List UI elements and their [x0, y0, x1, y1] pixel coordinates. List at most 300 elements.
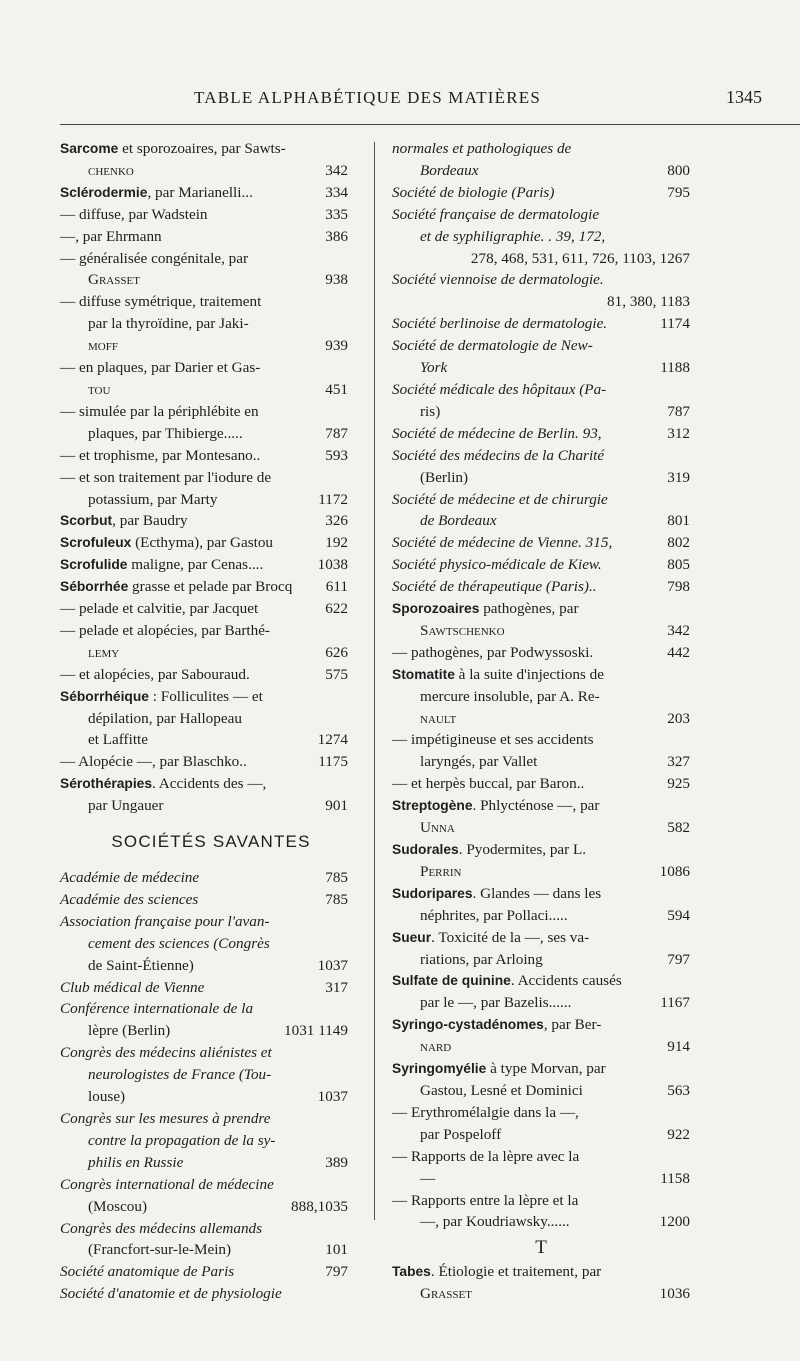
entry-text: tou	[88, 380, 111, 398]
entry-headword: Stomatite	[392, 666, 455, 682]
entry-text: cement des sciences (Congrès	[88, 934, 270, 952]
page-number: 1345	[726, 87, 762, 107]
entry-line	[60, 729, 348, 751]
index-entry	[392, 729, 690, 773]
entry-text: lemy	[88, 643, 120, 661]
index-entry	[60, 598, 348, 620]
running-title: TABLE ALPHABÉTIQUE DES MATIÈRES	[194, 88, 542, 107]
entry-text: Société médicale des hôpitaux (Pa-	[392, 380, 607, 398]
page-reference: 1036	[659, 1285, 690, 1303]
entry-line	[392, 664, 690, 686]
entry-text: Grasset	[88, 271, 140, 289]
page-reference: 575	[325, 665, 348, 683]
index-entry	[392, 313, 690, 335]
page-reference: 451	[325, 380, 348, 398]
entry-text: potassium, par Marty	[88, 490, 218, 508]
entry-headword: Sudoripares	[392, 885, 473, 901]
entry-line	[392, 291, 690, 313]
entry-line	[392, 313, 690, 335]
entry-line	[60, 620, 348, 642]
entry-line	[60, 182, 348, 204]
entry-text: par Pospeloff	[420, 1125, 502, 1143]
index-entry	[60, 357, 348, 401]
page-reference: 611	[325, 578, 348, 596]
index-entry	[392, 1146, 690, 1190]
page-reference: 797	[667, 950, 690, 968]
index-entry	[392, 269, 690, 313]
entry-line	[60, 313, 348, 335]
entry-text: Congrès international de médecine	[60, 1175, 274, 1193]
entry-text: Société de médecine de Berlin. 93,	[392, 424, 602, 442]
entry-text: Société française de dermatologie	[392, 205, 600, 223]
society-entries	[60, 867, 348, 1305]
entry-text: Société de médecine et de chirurgie	[392, 490, 608, 508]
index-entry	[60, 576, 348, 598]
entry-text: plaques, par Thibierge.....	[88, 424, 243, 442]
entry-line	[392, 1146, 690, 1168]
entry-line	[392, 445, 690, 467]
page-reference: 1158	[660, 1169, 690, 1187]
entry-text: , par Marianelli...	[147, 183, 253, 201]
page-reference: 1200	[659, 1213, 690, 1231]
index-entry	[60, 620, 348, 664]
entry-line	[392, 642, 690, 664]
entry-text: Académie de médecine	[60, 869, 200, 886]
entry-headword: Sérothérapies	[60, 776, 153, 792]
entry-line	[60, 889, 348, 911]
page-reference: 622	[325, 600, 348, 618]
page-reference: 914	[667, 1038, 690, 1056]
entry-line	[392, 248, 690, 270]
entry-text: dépilation, par Hallopeau	[88, 709, 242, 727]
index-entry	[392, 1261, 690, 1305]
index-entry	[392, 204, 690, 270]
entry-text: —	[420, 1169, 436, 1187]
entry-headword: Syringo-cystadénomes	[392, 1017, 544, 1033]
right-column	[392, 138, 690, 1305]
entry-text: — pelade et calvitie, par Jacquet	[60, 600, 259, 618]
index-entry	[392, 1190, 690, 1234]
index-entry	[60, 889, 348, 911]
column-divider	[374, 142, 375, 1220]
entry-line	[60, 269, 348, 291]
entry-text: et de syphiligraphie. . 39, 172,	[420, 227, 606, 245]
entry-line	[60, 532, 348, 554]
entry-text: Société berlinoise de dermatologie.	[392, 315, 608, 333]
entry-text: — et herpès buccal, par Baron..	[392, 775, 585, 793]
entry-line	[60, 867, 348, 889]
entry-text: ris)	[420, 402, 441, 420]
entry-headword: Sulfate de quinine	[392, 973, 511, 989]
entry-line	[60, 554, 348, 576]
entry-line	[392, 1102, 690, 1124]
index-entry	[392, 423, 690, 445]
page-reference: 801	[667, 512, 690, 530]
entry-line	[392, 905, 690, 927]
entry-line	[392, 1124, 690, 1146]
entry-headword: Sclérodermie	[60, 184, 148, 200]
entry-text: par Ungauer	[88, 797, 164, 815]
entry-line	[392, 729, 690, 751]
entry-line	[392, 817, 690, 839]
page-reference: 805	[667, 556, 690, 574]
entry-text: nault	[420, 709, 457, 727]
entry-text: Conférence internationale de la	[60, 1000, 254, 1018]
index-entry	[392, 773, 690, 795]
entry-text: à la suite d'injections de	[454, 665, 604, 683]
entry-line	[60, 664, 348, 686]
entry-line	[392, 686, 690, 708]
entry-text: — Erythromélalgie dans la —,	[392, 1103, 579, 1121]
page-reference: 1086	[659, 862, 690, 880]
entry-text: Congrès des médecins allemands	[60, 1219, 263, 1237]
entry-line	[60, 445, 348, 467]
entry-line	[60, 708, 348, 730]
index-entry	[60, 867, 348, 889]
index-entry	[392, 927, 690, 971]
entry-line	[392, 883, 690, 905]
entry-line	[392, 532, 690, 554]
entry-text: riations, par Arloing	[420, 950, 543, 968]
page-reference: 1037	[317, 956, 348, 974]
page-reference: 939	[325, 337, 348, 355]
page-reference: 593	[325, 446, 348, 464]
index-entry	[60, 554, 348, 576]
page-reference: 442	[667, 643, 690, 661]
index-entry	[392, 883, 690, 927]
entry-line	[60, 1130, 348, 1152]
index-entry	[60, 1261, 348, 1283]
entry-line	[392, 1261, 690, 1283]
entry-headword: Scorbut	[60, 513, 113, 529]
entry-text: normales et pathologiques de	[392, 140, 572, 157]
entry-line	[60, 751, 348, 773]
entry-line	[60, 933, 348, 955]
index-entry	[392, 489, 690, 533]
entry-line	[60, 576, 348, 598]
entry-text: —, par Koudriawsky......	[420, 1213, 570, 1231]
entry-text: Unna	[420, 819, 455, 837]
index-entry	[392, 598, 690, 642]
entry-line	[60, 1064, 348, 1086]
page-reference: 798	[667, 578, 690, 596]
entry-text: — Rapports de la lèpre avec la	[392, 1147, 580, 1165]
entry-line	[60, 1218, 348, 1240]
index-entry	[392, 182, 690, 204]
entry-line	[60, 467, 348, 489]
entry-text: contre la propagation de la sy-	[88, 1131, 276, 1149]
entry-line	[392, 138, 690, 160]
entry-line	[60, 1261, 348, 1283]
index-entry	[392, 379, 690, 423]
page-reference: 787	[667, 402, 690, 420]
index-entry	[60, 182, 348, 204]
entry-text: : Folliculites — et	[148, 687, 263, 705]
entry-line	[392, 992, 690, 1014]
entry-text: — et son traitement par l'iodure de	[60, 468, 272, 486]
page-reference: 582	[667, 819, 690, 837]
entry-line	[60, 1086, 348, 1108]
entry-text: , par Baudry	[112, 512, 188, 530]
entry-line	[60, 1239, 348, 1261]
page-reference: 319	[667, 468, 690, 486]
entry-line	[392, 861, 690, 883]
index-entry	[60, 751, 348, 773]
entry-line	[392, 1168, 690, 1190]
entry-text: York	[420, 359, 448, 377]
entry-text: Grasset	[420, 1285, 472, 1303]
page-reference: 1174	[660, 315, 690, 333]
entry-line	[392, 467, 690, 489]
entry-text: néphrites, par Pollaci.....	[420, 906, 568, 924]
entry-text: — pelade et alopécies, par Barthé-	[60, 621, 270, 639]
entry-headword: Sporozoaires	[392, 601, 480, 617]
entry-line	[60, 510, 348, 532]
entry-text: Société de médecine de Vienne. 315,	[392, 534, 613, 552]
index-entry	[60, 1108, 348, 1174]
entry-text: de Bordeaux	[420, 512, 497, 530]
entry-text: Sawtschenko	[420, 621, 505, 639]
entry-text: — et alopécies, par Sabouraud.	[60, 665, 250, 683]
entry-text: — Alopécie —, par Blaschko..	[60, 753, 247, 771]
page-reference: 800	[667, 161, 690, 179]
entry-line	[60, 911, 348, 933]
entry-line	[392, 773, 690, 795]
entry-text: — en plaques, par Darier et Gas-	[60, 359, 261, 377]
entry-line	[392, 598, 690, 620]
page-header	[60, 82, 760, 114]
entry-headword: Sudorales	[392, 842, 459, 857]
entry-text: Congrès des médecins aliénistes et	[60, 1044, 272, 1062]
page-reference: 795	[667, 183, 690, 201]
entry-line	[60, 423, 348, 445]
entry-text: neurologistes de France (Tou-	[88, 1066, 272, 1084]
entry-line	[392, 357, 690, 379]
entry-line	[60, 955, 348, 977]
entry-text: (Moscou)	[88, 1197, 148, 1215]
entry-line	[60, 686, 348, 708]
index-entry	[60, 445, 348, 467]
entry-text: — diffuse symétrique, traitement	[60, 293, 262, 311]
page-reference: 1274	[317, 731, 348, 749]
entry-text: à type Morvan, par	[486, 1060, 606, 1078]
entry-line	[392, 1058, 690, 1080]
entry-text: pathogènes, par	[479, 600, 579, 618]
entry-text: Bordeaux	[420, 161, 479, 179]
entry-text: Gastou, Lesné et Dominici	[420, 1081, 583, 1099]
page-reference: 326	[325, 512, 348, 530]
page-reference: 797	[325, 1263, 348, 1281]
entry-text: de Saint-Étienne)	[88, 956, 194, 974]
index-entry	[60, 1283, 348, 1305]
entry-text: grasse et pelade par Brocq	[128, 578, 293, 596]
entry-line	[392, 335, 690, 357]
entry-line	[392, 970, 690, 992]
entry-text: — Rapports entre la lèpre et la	[392, 1191, 579, 1209]
entry-text: Perrin	[420, 862, 462, 880]
entry-headword: Syringomyélie	[392, 1061, 487, 1077]
page-reference: 787	[325, 424, 348, 442]
entry-text: maligne, par Cenas....	[127, 556, 264, 574]
entry-text: — et trophisme, par Montesano..	[60, 446, 261, 464]
page-reference: 1188	[660, 359, 690, 377]
index-entry	[60, 532, 348, 554]
entry-text: Société physico-médicale de Kiew.	[392, 556, 602, 574]
entry-text: . Pyodermites, par L.	[458, 841, 587, 858]
entry-text: Société de biologie (Paris)	[392, 183, 555, 201]
entry-headword: Tabes	[392, 1264, 431, 1280]
letter-heading: T	[535, 1237, 547, 1259]
entry-line	[60, 977, 348, 999]
entry-line	[392, 510, 690, 532]
index-entry	[60, 977, 348, 999]
page-reference: 389	[325, 1153, 348, 1171]
entry-text: — pathogènes, par Podwyssoski.	[392, 643, 594, 661]
entry-line	[60, 379, 348, 401]
entry-line	[60, 1108, 348, 1130]
entry-line	[60, 773, 348, 795]
entry-line	[60, 357, 348, 379]
index-entry	[60, 1174, 348, 1218]
entry-line	[392, 839, 690, 861]
entry-text: Société viennoise de dermatologie.	[392, 271, 604, 289]
entry-text: —, par Ehrmann	[60, 227, 162, 245]
entry-line	[392, 1190, 690, 1212]
page-reference: 938	[325, 271, 348, 289]
entry-text: . Accidents causés	[510, 972, 622, 990]
entry-text: Association française pour l'avan-	[60, 912, 270, 930]
index-entry	[60, 686, 348, 752]
entry-text: philis en Russie	[88, 1153, 184, 1171]
entry-headword: Streptogène	[392, 798, 473, 814]
page-reference: 386	[325, 227, 348, 245]
entry-text: . Toxicité de la —, ses va-	[431, 928, 590, 946]
entry-text: — généralisée congénitale, par	[60, 249, 249, 267]
entry-headword: Séborrhée	[60, 579, 129, 595]
entry-text: 278, 468, 531, 611, 726, 1103, 1267	[470, 249, 690, 267]
index-entries-right	[392, 138, 690, 1233]
entry-line	[392, 708, 690, 730]
index-entry	[60, 248, 348, 292]
entry-line	[392, 620, 690, 642]
index-entry	[392, 839, 690, 883]
entry-line	[392, 1080, 690, 1102]
entry-text: chenko	[88, 161, 134, 179]
index-entry	[392, 1014, 690, 1058]
page-reference: 1167	[660, 994, 690, 1012]
index-entry	[392, 445, 690, 489]
page-reference: 901	[325, 797, 348, 815]
entry-text: . Glandes — dans les	[472, 884, 602, 902]
entry-line	[392, 160, 690, 182]
entry-text: (Ecthyma), par Gastou	[131, 534, 274, 552]
entry-line	[392, 423, 690, 445]
entry-line	[392, 489, 690, 511]
entry-line	[392, 1283, 690, 1305]
entry-text: Société de dermatologie de New-	[392, 337, 593, 355]
entry-text: . Étiologie et traitement, par	[430, 1263, 602, 1281]
index-entry	[60, 1218, 348, 1262]
entry-line	[60, 1283, 348, 1305]
entry-text: — simulée par la périphlébite en	[60, 402, 259, 420]
page-reference: 1175	[318, 753, 348, 771]
entry-text: mercure insoluble, par A. Re-	[420, 687, 600, 705]
index-entry	[60, 204, 348, 226]
entry-text: , par Ber-	[543, 1016, 602, 1034]
entry-text: Société anatomique de Paris	[60, 1263, 235, 1281]
entry-text: Club médical de Vienne	[60, 978, 205, 996]
index-entry	[392, 970, 690, 1014]
page-reference: 1031 1149	[284, 1022, 348, 1040]
page-reference: 101	[325, 1241, 348, 1259]
index-entry	[60, 664, 348, 686]
entry-text: — impétigineuse et ses accidents	[392, 731, 594, 749]
entry-line	[392, 751, 690, 773]
entry-line	[60, 248, 348, 270]
entry-line	[60, 1042, 348, 1064]
page-reference: 626	[325, 643, 348, 661]
index-entry	[392, 1058, 690, 1102]
entry-line	[392, 1211, 690, 1233]
entry-headword: Scrofuleux	[60, 535, 132, 551]
entry-line	[60, 291, 348, 313]
index-entries-t	[392, 1261, 690, 1305]
entry-line	[392, 554, 690, 576]
entry-line	[392, 379, 690, 401]
page-reference: 563	[667, 1081, 690, 1099]
entry-line	[392, 576, 690, 598]
entry-text: par le —, par Bazelis......	[420, 994, 572, 1012]
entry-line	[60, 1174, 348, 1196]
entry-text: 81, 380, 1183	[607, 293, 690, 311]
page-reference: 594	[667, 906, 690, 924]
entry-headword: Sarcome	[60, 141, 119, 156]
entry-headword: Scrofulide	[60, 557, 128, 573]
page-reference: 342	[325, 161, 348, 179]
entry-text: (Francfort-sur-le-Mein)	[88, 1241, 232, 1259]
index-entry	[392, 576, 690, 598]
index-entry	[392, 138, 690, 182]
entry-text: moff	[88, 337, 118, 355]
index-entry	[60, 467, 348, 511]
page-reference: 312	[667, 424, 690, 442]
entry-line	[60, 795, 348, 817]
entry-text: lèpre (Berlin)	[88, 1022, 171, 1040]
index-entry	[392, 1102, 690, 1146]
index-entry	[392, 795, 690, 839]
page-reference: 334	[325, 183, 348, 201]
index-entries-left	[60, 138, 348, 817]
page-reference: 1038	[317, 556, 348, 574]
entry-line	[60, 226, 348, 248]
entry-text: Société de thérapeutique (Paris)..	[392, 578, 597, 596]
index-entry	[392, 335, 690, 379]
entry-line	[392, 401, 690, 423]
index-entry	[392, 554, 690, 576]
left-column	[60, 138, 348, 1305]
entry-text: — diffuse, par Wadstein	[60, 205, 208, 223]
entry-line	[60, 335, 348, 357]
entry-line	[392, 1014, 690, 1036]
entry-line	[392, 1036, 690, 1058]
entry-line	[60, 598, 348, 620]
entry-line	[392, 795, 690, 817]
entry-text: . Phlycténose —, par	[472, 797, 600, 815]
index-entry	[392, 664, 690, 730]
page-reference: 925	[667, 775, 690, 793]
entry-line	[60, 998, 348, 1020]
page-reference: 802	[667, 534, 690, 552]
